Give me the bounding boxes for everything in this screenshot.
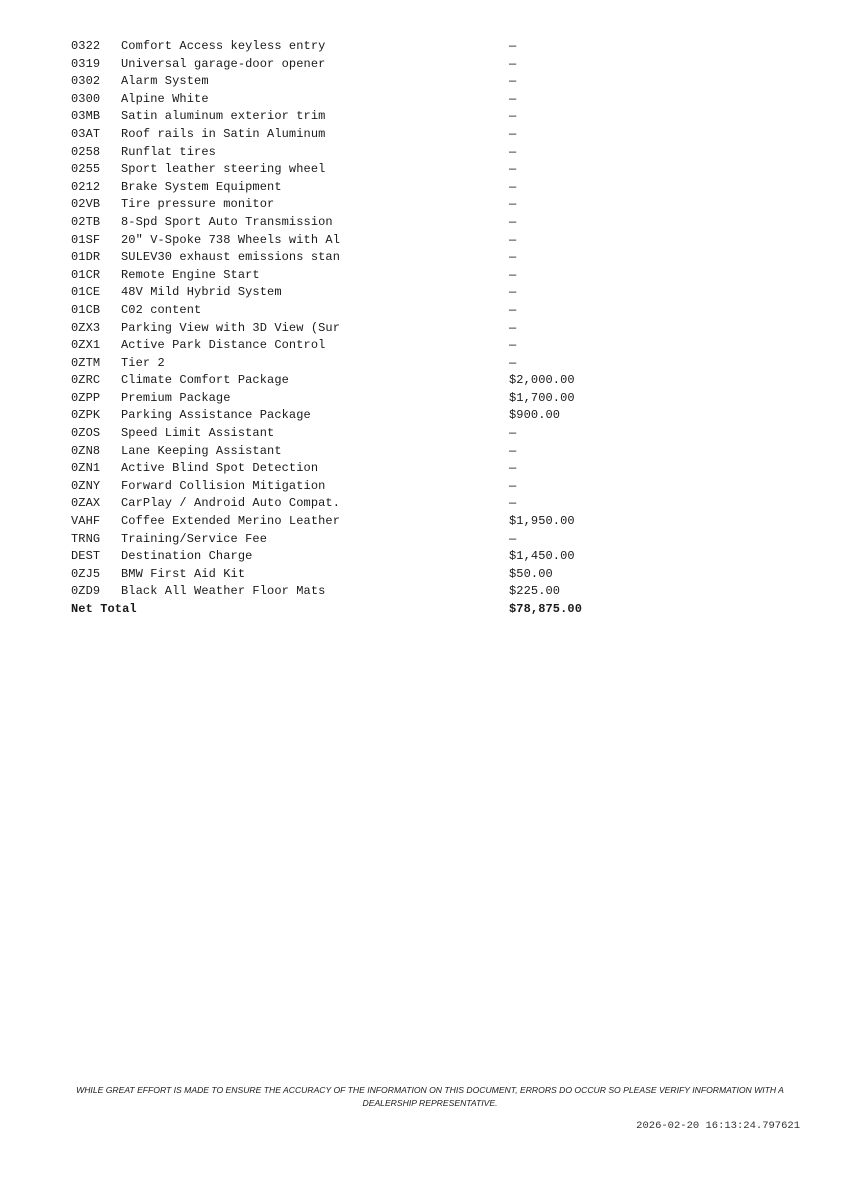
option-code: 01CB <box>71 302 101 317</box>
option-price: $225.00 <box>509 584 561 599</box>
option-description: Black All Weather Floor Mats <box>121 584 326 599</box>
option-row <box>71 56 599 74</box>
option-description: Forward Collision Mitigation <box>121 478 326 493</box>
option-code: 02VB <box>71 197 101 212</box>
option-code: 0258 <box>71 144 101 159</box>
option-code: DEST <box>71 549 101 564</box>
option-row <box>71 566 599 584</box>
option-price: — <box>509 109 517 124</box>
option-price: — <box>509 320 517 335</box>
option-code: 0ZJ5 <box>71 566 101 581</box>
option-code: 0ZX1 <box>71 338 101 353</box>
option-description: Training/Service Fee <box>121 531 268 546</box>
option-row <box>71 214 599 232</box>
option-row <box>71 460 599 478</box>
option-description: Destination Charge <box>121 549 253 564</box>
option-price: — <box>509 56 517 71</box>
option-price: — <box>509 285 517 300</box>
option-description: 20" V-Spoke 738 Wheels with Al <box>121 232 341 247</box>
option-price: $2,000.00 <box>509 373 575 388</box>
option-row <box>71 443 599 461</box>
option-price: — <box>509 126 517 141</box>
option-row <box>71 232 599 250</box>
option-description: Remote Engine Start <box>121 267 260 282</box>
option-row <box>71 495 599 513</box>
option-price: — <box>509 39 517 53</box>
option-description: 8-Spd Sport Auto Transmission <box>121 214 333 229</box>
option-row <box>71 267 599 285</box>
option-price: — <box>509 443 517 458</box>
option-price: — <box>509 338 517 353</box>
option-description: Alarm System <box>121 74 209 89</box>
option-code: 0302 <box>71 74 101 89</box>
option-code: 0322 <box>71 39 101 53</box>
option-description: BMW First Aid Kit <box>121 566 246 581</box>
option-row <box>71 531 599 549</box>
option-row <box>71 355 599 373</box>
net-total-value: $78,875.00 <box>509 602 583 616</box>
option-price: $1,700.00 <box>509 390 575 405</box>
option-description: Satin aluminum exterior trim <box>121 109 326 124</box>
option-row <box>71 144 599 162</box>
option-price: — <box>509 179 517 194</box>
option-price: — <box>509 461 517 476</box>
option-code: 0ZOS <box>71 426 101 441</box>
option-row <box>71 548 599 566</box>
option-price: — <box>509 478 517 493</box>
option-row <box>71 108 599 126</box>
option-code: 0ZPK <box>71 408 101 423</box>
option-code: 0ZD9 <box>71 584 101 599</box>
option-code: 0ZAX <box>71 496 101 511</box>
option-row <box>71 478 599 496</box>
option-description: Runflat tires <box>121 144 216 159</box>
option-code: 0ZX3 <box>71 320 101 335</box>
option-row <box>71 320 599 338</box>
option-row <box>71 583 599 601</box>
option-price: $900.00 <box>509 408 561 423</box>
option-price: — <box>509 162 517 177</box>
option-row <box>71 390 599 408</box>
option-description: Climate Comfort Package <box>121 373 289 388</box>
option-description: Roof rails in Satin Aluminum <box>121 126 326 141</box>
option-price: — <box>509 250 517 265</box>
option-description: Comfort Access keyless entry <box>121 39 326 53</box>
option-price: $1,950.00 <box>509 514 575 529</box>
option-description: Coffee Extended Merino Leather <box>121 514 341 529</box>
option-row <box>71 196 599 214</box>
option-code: TRNG <box>71 531 101 546</box>
option-code: 0ZPP <box>71 390 101 405</box>
option-code: 0ZTM <box>71 355 101 370</box>
option-row <box>71 425 599 443</box>
disclaimer-text: WHILE GREAT EFFORT IS MADE TO ENSURE THE ACCURACY OF THE INFORMATION ON THIS DOCUMENT, ERRORS DO OCCUR SO PLEASE VERIFY INFORMATION WITH A DEALERSHIP REPRESENTATIVE. <box>76 1085 784 1108</box>
option-code: 01SF <box>71 232 101 247</box>
option-code: 0300 <box>71 91 101 106</box>
option-row <box>71 179 599 197</box>
option-description: Speed Limit Assistant <box>121 426 275 441</box>
option-description: Parking Assistance Package <box>121 408 311 423</box>
option-row <box>71 126 599 144</box>
option-price: $1,450.00 <box>509 549 575 564</box>
option-description: Premium Package <box>121 390 231 405</box>
option-code: 01CR <box>71 267 101 282</box>
option-code: 0255 <box>71 162 101 177</box>
option-row <box>71 91 599 109</box>
option-price: — <box>509 426 517 441</box>
option-row <box>71 284 599 302</box>
option-description: Tire pressure monitor <box>121 197 275 212</box>
option-price: — <box>509 144 517 159</box>
option-description: Active Park Distance Control <box>121 338 326 353</box>
option-description: SULEV30 exhaust emissions stan <box>121 250 341 265</box>
option-price: $50.00 <box>509 566 553 581</box>
option-description: Parking View with 3D View (Sur <box>121 320 341 335</box>
option-description: C02 content <box>121 302 202 317</box>
generated-timestamp: 2026-02-20 16:13:24.797621 <box>636 1120 800 1132</box>
option-row <box>71 38 599 56</box>
option-code: 03MB <box>71 109 101 124</box>
option-row <box>71 161 599 179</box>
option-code: 03AT <box>71 126 101 141</box>
option-description: Universal garage-door opener <box>121 56 326 71</box>
option-code: 0212 <box>71 179 101 194</box>
option-price: — <box>509 197 517 212</box>
options-table-body <box>71 38 599 601</box>
option-row <box>71 372 599 390</box>
option-description: 48V Mild Hybrid System <box>121 285 282 300</box>
option-row <box>71 302 599 320</box>
option-price: — <box>509 91 517 106</box>
option-row <box>71 407 599 425</box>
net-total-label: Net Total <box>71 602 137 616</box>
option-code: 02TB <box>71 214 101 229</box>
option-code: 0ZN8 <box>71 443 101 458</box>
option-description: Sport leather steering wheel <box>121 162 326 177</box>
option-row <box>71 513 599 531</box>
option-code: 0ZN1 <box>71 461 101 476</box>
option-price: — <box>509 355 517 370</box>
option-code: 01DR <box>71 250 101 265</box>
option-description: Brake System Equipment <box>121 179 282 194</box>
option-code: 0ZRC <box>71 373 101 388</box>
option-price: — <box>509 232 517 247</box>
option-price: — <box>509 531 517 546</box>
option-price: — <box>509 267 517 282</box>
option-description: Tier 2 <box>121 355 165 370</box>
option-price: — <box>509 496 517 511</box>
option-code: 0ZNY <box>71 478 101 493</box>
option-price: — <box>509 74 517 89</box>
option-description: Active Blind Spot Detection <box>121 461 319 476</box>
option-price: — <box>509 302 517 317</box>
option-price: — <box>509 214 517 229</box>
option-description: Lane Keeping Assistant <box>121 443 282 458</box>
option-row <box>71 337 599 355</box>
option-description: Alpine White <box>121 91 209 106</box>
option-code: 0319 <box>71 56 101 71</box>
option-row <box>71 73 599 91</box>
options-table <box>71 38 599 619</box>
option-row <box>71 249 599 267</box>
option-code: VAHF <box>71 514 101 529</box>
net-total-row <box>71 601 599 619</box>
option-code: 01CE <box>71 285 101 300</box>
option-description: CarPlay / Android Auto Compat. <box>121 496 341 511</box>
